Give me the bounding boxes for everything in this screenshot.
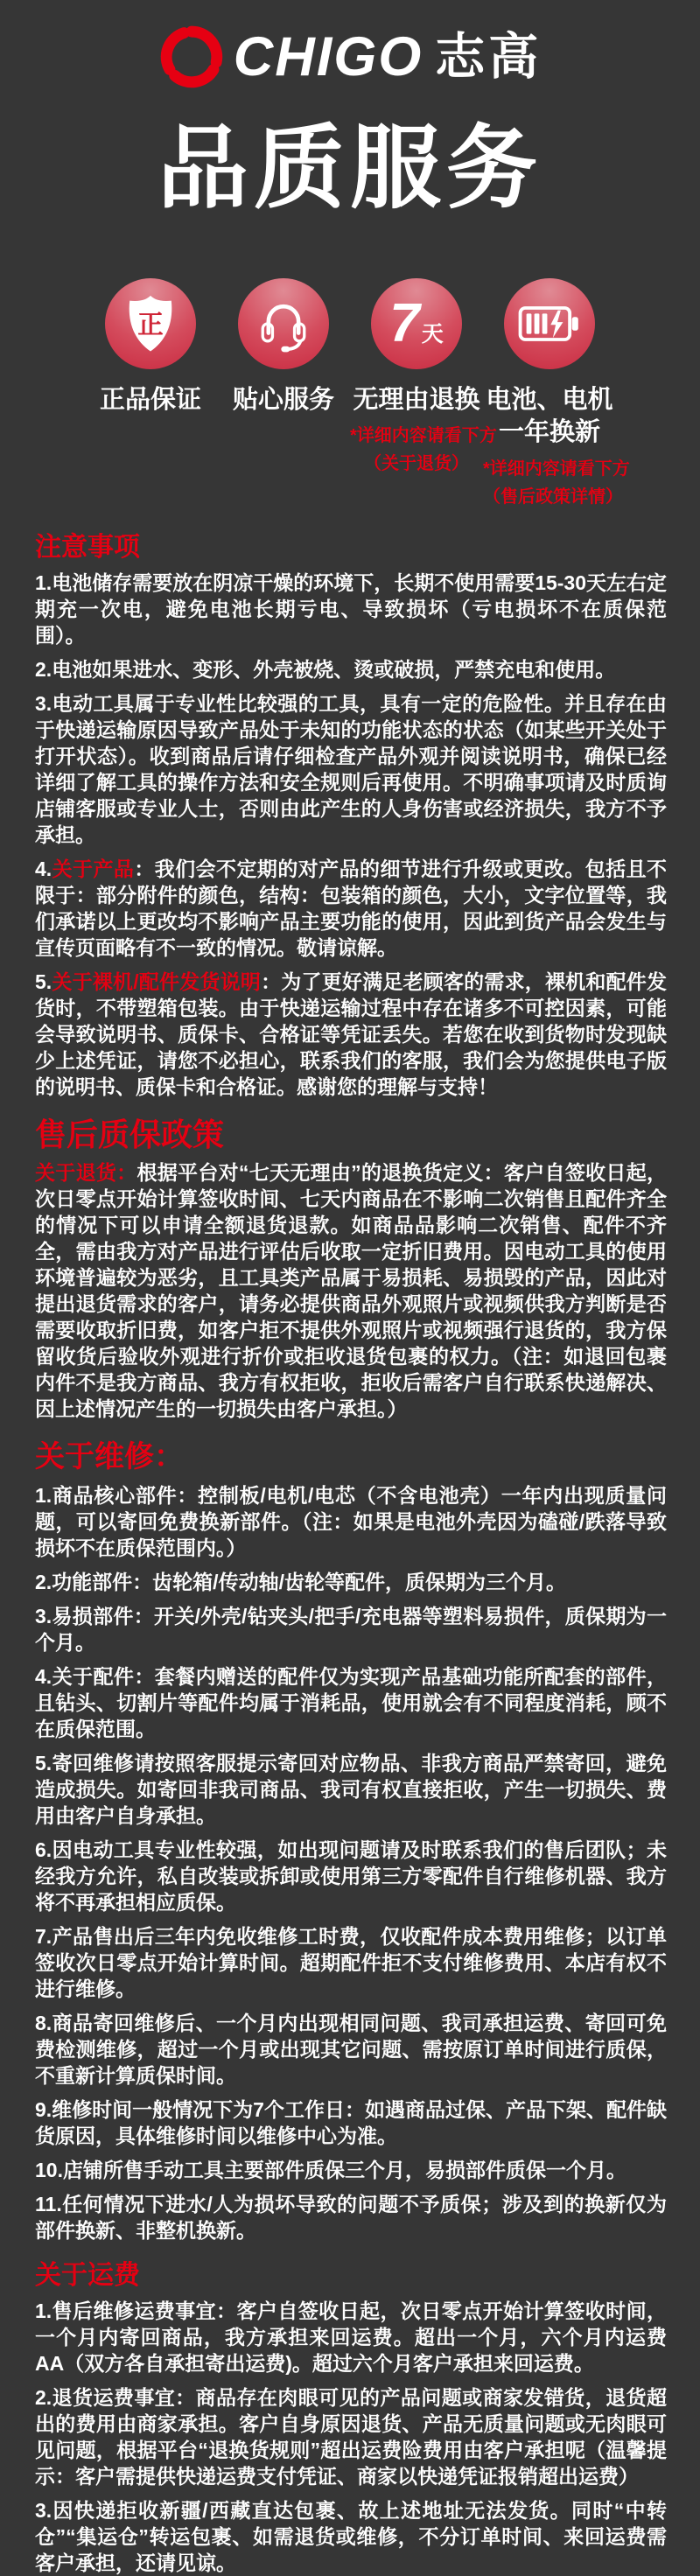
notice-item-5 [35, 969, 667, 1100]
repair-item-4: 4.关于配件：套餐内赠送的配件仅为实现产品基础功能所配套的部件，且钻头、切割片等配件均属于消耗品，使用就会有不同程度消耗，顾不在质保范围。 [35, 1664, 667, 1740]
notice-item-1-text: 电池储存需要放在阴凉干燥的环境下，长期不使用需要15-30天左右定期充一次电，避免电池长期亏电、导致损坏（亏电损坏不在质保范围）。 [35, 570, 668, 647]
badge-return-note-1: *详细内容请看下方 [350, 426, 497, 446]
notice-item-5-number: 5. [35, 970, 52, 993]
notice-item-5-text: ：为了更好满足老顾客的需求，裸机和配件发货时，不带塑箱包装。由于快递运输过程中存在诸多不可控因素，可能会导致说明书、质保卡、合格证等凭证丢失。若您在收到货物时发现缺少上述凭证，请您不必担心，联系我们的客服，我们会为您提供电子版的说明书、质保卡和合格证。感谢您的理解与支持！ [35, 970, 668, 1098]
shield-authentic-icon [122, 292, 179, 355]
shipping-heading: 关于运费 [35, 2260, 140, 2290]
headset-icon [255, 295, 312, 353]
shield-zheng-character: 正 [137, 310, 164, 340]
brand-name-cn: 志高 [435, 28, 542, 85]
returns-label: 关于退货： [35, 1161, 137, 1185]
notice-item-3-text: 电动工具属于专业性比较强的工具，具有一定的危险性。并且存在由于快递运输原因导致产品处于未知的功能状态的状态（如某些开关处于打开状态）。收到商品后请仔细检查产品外观并阅读说明书，确保已经详细了解工具的操作方法和安全规则后再使用。不明确事项请及时质询店铺客服或专业人士，否则由此产生的人身伤害或经济损失，我方不予承担。 [35, 691, 667, 846]
notice-item-2 [35, 656, 667, 682]
notice-item-1-number: 1. [35, 570, 52, 594]
shipping-item-3: 3.因快递拒收新疆/西藏直达包裹、故上述地址无法发货。同时“中转仓”“集运仓”转运包裹、如需退货或维修，不分订单时间、来回运费需客户承担，还请见谅。 [35, 2498, 667, 2574]
repair-item-9: 9.维修时间一般情况下为7个工作日：如遇商品过保、产品下架、配件缺货原因，具体维修时间以维修中心为准。 [35, 2097, 667, 2147]
returns-paragraph [35, 1159, 667, 1422]
policy-content [0, 533, 700, 2576]
returns-text: 根据平台对“七天无理由”的退换货定义：客户自签收日起，次日零点开始计算签收时间、七天内商品在不影响二次销售且配件齐全的情况下可以申请全额退货退款。如商品品影响二次销售、配件不齐全，需由我方对产品进行评估后收取一定折旧费用。因电动工具的使用环境普遍较为恶劣，且工具类产品属于易损耗、易损毁的产品，因此对提出退货需求的客户，请务必提供商品外观照片或视频供我方判断是否需要收取折旧费，如客户拒不提供外观照片或视频强行退货的，我方保留收货后验收外观进行折价或拒收退货包裹的权力。（注：如退回包裹内件不是我方商品、我方有权拒收，拒收后需客户自行联系快递解决、因上述情况产生的一切损失由客户承担。） [35, 1161, 668, 1421]
repair-item-1: 1.商品核心部件：控制板/电机/电芯（不含电池壳）一年内出现质量问题，可以寄回免费换新部件。（注：如果是电池外壳因为磕碰/跌落导致损坏不在质保范围内。） [35, 1483, 667, 1559]
badge-battery-label-line2: 一年换新 [498, 418, 600, 447]
repair-item-2: 2.功能部件：齿轮箱/传动轴/齿轮等配件，质保期为三个月。 [35, 1570, 566, 1593]
page-title: 品质服务 [157, 118, 542, 220]
shipping-item-2: 2.退货运费事宜：商品存在肉眼可见的产品问题或商家发错货，退货超出的费用由商家承担。客户自身原因退货、产品无质量问题或无肉眼可见问题，根据平台“退换货规则”超出运费险费用由客户承担呢（温馨提示：客户需提供快递运费支付凭证、商家以快递凭证报销超出运费） [35, 2385, 667, 2488]
notice-heading: 注意事项 [35, 532, 140, 562]
notice-item-3-number: 3. [35, 691, 52, 715]
service-badges-row [0, 278, 700, 508]
badge-battery-circle [504, 278, 595, 369]
notice-item-4-number: 4. [35, 857, 52, 880]
notice-item-4 [35, 856, 667, 961]
badge-service-label: 贴心服务 [232, 386, 334, 414]
badge-authentic [84, 278, 217, 508]
seven-days-icon [389, 293, 444, 354]
badge-return-note-2: （关于退货） [364, 454, 469, 474]
badge-return [350, 278, 497, 508]
badge-return-label: 无理由退换 [353, 386, 480, 414]
badge-authentic-label: 正品保证 [99, 386, 201, 414]
notice-item-3 [35, 690, 667, 848]
repair-item-10: 10.店铺所售手动工具主要部件质保三个月，易损部件质保一个月。 [35, 2158, 626, 2181]
repair-item-7: 7.产品售出后三年内免收维修工时费，仅收配件成本费用维修；以订单签收次日零点开始计算时间。超期配件拒不支付维修费用、本店有权不进行维修。 [35, 1924, 667, 2000]
brand-header [0, 0, 700, 93]
badge-battery-note-2: （售后政策详情） [483, 486, 623, 507]
notice-item-2-text: 电池如果进水、变形、外壳被烧、烫或破损，严禁充电和使用。 [52, 657, 616, 681]
badge-authentic-circle [105, 278, 196, 369]
repair-item-5: 5.寄回维修请按照客服提示寄回对应物品、非我方商品严禁寄回，避免造成损失。如寄回非我司商品、我司有权直接拒收，产生一切损失、费用由客户自身承担。 [35, 1751, 667, 1827]
badge-battery-label-line1: 电池、电机 [486, 386, 613, 414]
shipping-item-1: 1.售后维修运费事宜：客户自签收日起，次日零点开始计算签收时间，一个月内寄回商品，我方承担来回运费。超出一个月，六个月内运费AA（双方各自承担寄出运费)。超过六个月客户承担来回运费。 [35, 2299, 667, 2375]
notice-item-4-text: ：我们会不定期的对产品的细节进行升级或更改。包括且不限于：部分附件的颜色，结构：包装箱的颜色，大小，文字位置等，我们承诺以上更改均不影响产品主要功能的使用，因此到货产品会发生与宣传页面略有不一致的情况。敬请谅解。 [35, 857, 668, 959]
notice-item-1 [35, 570, 667, 648]
repair-item-11: 11.任何情况下进水/人为损坏导致的问题不予质保；涉及到的换新仅为部件换新、非整机换新。 [35, 2192, 667, 2242]
repairs-heading: 关于维修： [35, 1440, 184, 1474]
notice-item-5-highlight: 关于裸机/配件发货说明 [52, 970, 262, 993]
badge-return-circle [371, 278, 462, 369]
badge-battery [483, 278, 630, 508]
pinwheel-icon [158, 24, 225, 90]
repair-item-8: 8.商品寄回维修后、一个月内出现相同问题、我司承担运费、寄回可免费检测维修，超过一个月或出现其它问题、需按原订单时间进行质保，不重新计算质保时间。 [35, 2011, 667, 2087]
badge-service [217, 278, 350, 508]
brand-name-en: CHIGO [233, 25, 424, 88]
badge-service-circle [238, 278, 329, 369]
notice-item-2-number: 2. [35, 657, 52, 681]
seven-days-unit: 天 [421, 321, 444, 346]
badge-battery-note-1: *详细内容请看下方 [483, 458, 630, 479]
battery-lightning-icon [518, 303, 581, 345]
seven-days-number: 7 [389, 293, 420, 354]
repair-item-3: 3.易损部件：开关/外壳/钻夹头/把手/充电器等塑料易损件，质保期为一个月。 [35, 1604, 667, 1654]
notice-item-4-highlight: 关于产品 [52, 857, 135, 880]
aftersales-policy-heading: 售后质保政策 [35, 1116, 225, 1152]
repair-item-6: 6.因电动工具专业性较强，如出现问题请及时联系我们的售后团队；未经我方允许，私自改装或拆卸或使用第三方零配件自行维修机器、我方将不再承担相应质保。 [35, 1838, 667, 1914]
